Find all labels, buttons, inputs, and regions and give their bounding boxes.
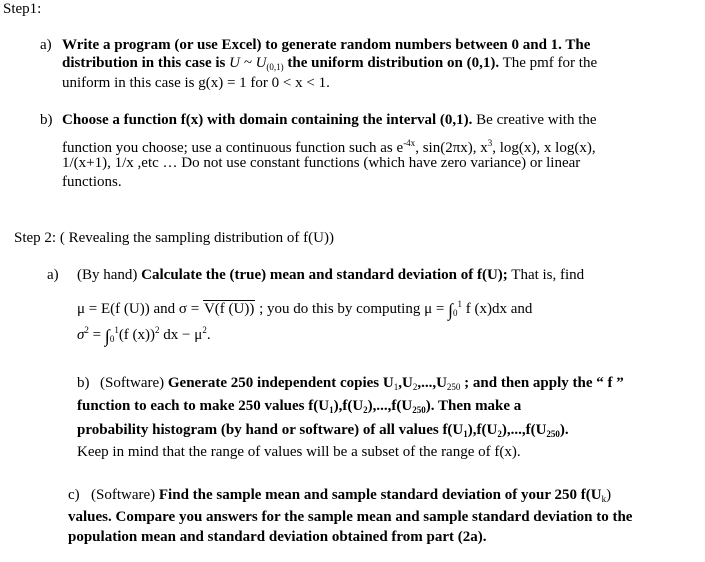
- step1-b-line2-exp2: 3: [487, 138, 493, 148]
- step2-a-line3-exp3: 2: [202, 325, 207, 335]
- step2-b-line1: [100, 374, 624, 396]
- step2-b-line1-plain: (Software): [100, 375, 168, 391]
- step2-b-line4: Keep in mind that the range of values will be a subset of the range of f(x).: [77, 444, 521, 460]
- step2-a-line2-a: μ = E(f (U)) and σ =: [77, 301, 203, 317]
- step1-a-line2-bold-a: distribution in this case is: [62, 55, 230, 71]
- step2-a-integral2: ∫: [104, 326, 110, 346]
- step2-b-line3-bold: probability histogram (by hand or software) of all values f(U: [77, 422, 464, 438]
- step2-b-line3-close: ).: [559, 422, 569, 438]
- step1-heading: Step1:: [3, 1, 42, 17]
- step1-a-label: a): [40, 37, 52, 53]
- step2-b-line3-sep: ),f(U: [467, 422, 498, 438]
- step2-b-sub-1: 1: [393, 382, 399, 392]
- step2-a-sigma-exp: 2: [84, 325, 89, 335]
- step2-c-line2: values. Compare you answers for the sample mean and sample standard deviation to the: [68, 509, 633, 525]
- step2-a-integral2-upper: 1: [114, 325, 119, 335]
- step2-b-line2-close: ).: [425, 398, 438, 414]
- step2-a-integral2-lower: 0: [109, 334, 115, 344]
- step2-a-line1-plain-a: (By hand): [77, 267, 142, 283]
- step2-a-line3-exp2: 2: [155, 325, 160, 335]
- step1-a-line1: Write a program (or use Excel) to generate random numbers between 0 and 1. The: [62, 37, 591, 53]
- step1-b-line2-rest2: , log(x), x log(x),: [492, 140, 596, 156]
- step1-b-line2-text: function you choose; use a continuous function such as e: [62, 140, 404, 156]
- step2-b-line1-dots: ,...,U: [417, 375, 447, 391]
- step2-a-line2: [77, 295, 532, 322]
- step1-a-dist-symbol: U ~ U: [229, 55, 267, 71]
- step2-b-line2-sub-250: 250: [412, 405, 426, 415]
- step2-b-line3-sub-250: 250: [546, 429, 560, 439]
- step2-a-line2-b: ; you do this by computing μ =: [255, 301, 449, 317]
- step2-b-line2-tail: Then make a: [437, 398, 522, 414]
- step2-c-line1-sub: k: [601, 494, 607, 504]
- step2-c-line3: population mean and standard deviation obtained from part (2a).: [68, 529, 487, 545]
- step2-heading: Step 2: ( Revealing the sampling distribution of f(U)): [14, 230, 334, 246]
- step1-a-line3: uniform in this case is g(x) = 1 for 0 < x < 1.: [62, 75, 330, 91]
- step1-a-dist-sub: (0,1): [266, 62, 284, 72]
- step1-b-line3: 1/(x+1), 1/x ,etc … Do not use constant functions (which have zero variance) or linear: [62, 155, 581, 171]
- step1-b-line1: [62, 111, 597, 129]
- step2-b-line3-sub-1: 1: [463, 429, 468, 439]
- step1-a-line2-plain: The pmf for the: [499, 55, 598, 71]
- step2-b-sub-2: 2: [412, 382, 418, 392]
- step2-b-line2-dots: ),...,f(U: [367, 398, 413, 414]
- step2-a-line1-bold: Calculate the (true) mean and standard deviation of f(U);: [141, 267, 508, 283]
- step1-b-line4: functions.: [62, 174, 122, 190]
- step2-b-line1-mid: ,U: [398, 375, 413, 391]
- step2-a-line3-c: (f (x)): [118, 327, 156, 343]
- step2-a-integral-upper: 1: [457, 299, 463, 309]
- step2-b-line2-sep: ),f(U: [333, 398, 364, 414]
- step2-c-line1: [91, 486, 611, 508]
- step2-b-line3-sub-2: 2: [497, 429, 502, 439]
- step2-c-label: c): [68, 487, 80, 503]
- step1-b-line1-bold: Choose a function f(x) with domain containing the interval (0,1).: [62, 112, 473, 128]
- step2-b-line2-sub-2: 2: [363, 405, 368, 415]
- step1-b-line2-rest: , sin(2πx), x: [415, 140, 488, 156]
- step2-b-line2-bold: function to each to make 250 values f(U: [77, 398, 330, 414]
- step2-b-line1-bold-a: Generate 250 independent copies U: [167, 375, 394, 391]
- step2-a-sqrt: V(f (U)): [203, 301, 255, 317]
- step2-a-line3-e: .: [206, 327, 211, 343]
- step2-a-label: a): [47, 267, 59, 283]
- step2-b-label: b): [77, 375, 90, 391]
- step2-a-line1: [77, 266, 584, 284]
- step2-a-sigma: σ: [77, 327, 85, 343]
- step2-c-line1-end: ): [606, 487, 612, 503]
- step1-b-line2-exp: -4x: [403, 138, 416, 148]
- step2-a-line2-c: f (x)dx and: [462, 301, 533, 317]
- step2-a-line3-eq: =: [88, 327, 105, 343]
- step1-b-label: b): [40, 112, 53, 128]
- step2-c-line1-bold: Find the sample mean and sample standard deviation of your 250 f(U: [158, 487, 602, 503]
- step2-b-line2-sub-1: 1: [329, 405, 334, 415]
- step2-b-line3: [77, 421, 569, 443]
- step2-a-line3: [77, 321, 211, 348]
- step2-a-line1-plain-b: That is, find: [507, 267, 585, 283]
- step2-c-line1-plain: (Software): [91, 487, 159, 503]
- step2-b-line2: [77, 397, 521, 419]
- step2-b-line3-dots: ),...,f(U: [501, 422, 547, 438]
- step1-b-line1-plain: Be creative with the: [472, 112, 597, 128]
- step2-b-sub-250: 250: [446, 382, 461, 392]
- step1-a-line2: [62, 54, 597, 76]
- step2-a-integral-lower: 0: [453, 308, 458, 318]
- step1-a-line2-bold-b: the uniform distribution on (0,1).: [283, 55, 500, 71]
- step2-b-line1-bold-b: ; and then apply the “ f ”: [460, 375, 624, 391]
- step2-a-integral: ∫: [448, 300, 454, 320]
- step2-a-line3-d: dx − μ: [159, 327, 203, 343]
